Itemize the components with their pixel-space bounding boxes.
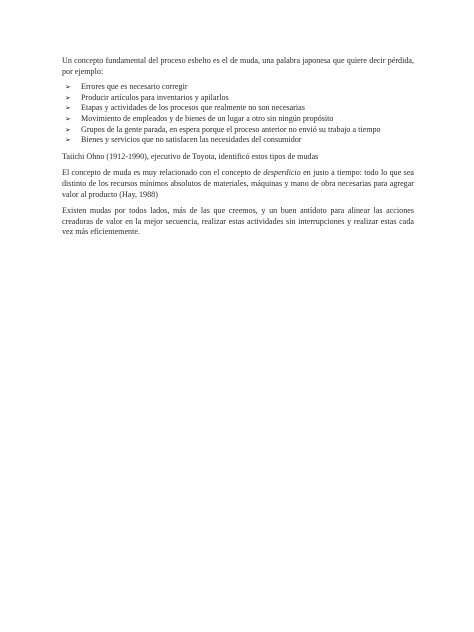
list-item-text: Grupos de la gente parada, en espera porque el proceso anterior no envió su trabajo a tiempo [81, 124, 381, 134]
list-item [62, 93, 414, 104]
arrowhead-bullet-icon: ➢ [65, 104, 71, 113]
list-item-text: Bienes y servicios que no satisfacen las necesidades del consumidor [81, 135, 302, 145]
list-item-text: Movimiento de empleados y de bienes de un lugar a otro sin ningún propósito [81, 113, 334, 123]
definition-emphasis: desperdicio [263, 168, 301, 178]
arrowhead-bullet-icon: ➢ [65, 125, 71, 134]
list-item [62, 82, 414, 93]
list-item [62, 114, 414, 125]
arrowhead-bullet-icon: ➢ [65, 136, 71, 145]
closing-paragraph: Existen mudas por todos lados, más de las que creemos, y un buen antídoto para alinear las acciones creadoras de valor en la mejor secuencia, realizar estas actividades sin interrupciones y realizar estas cada vez más eficientemente. [62, 206, 414, 237]
arrowhead-bullet-icon: ➢ [65, 114, 71, 123]
list-item [62, 135, 414, 146]
definition-text-end: en justo a tiempo: todo lo que sea distinto de los recursos mínimos absolutos de materiales, máquinas y mano de obra necesarias para agregar valor al producto (Hay, 1988) [62, 168, 415, 199]
arrowhead-bullet-icon: ➢ [65, 93, 71, 102]
list-item [62, 125, 414, 136]
list-item-text: Errores que es necesario corregir [81, 82, 188, 92]
document-page [62, 56, 414, 238]
intro-paragraph: Un concepto fundamental del proceso esbelto es el de muda, una palabra japonesa que quiere decir pérdida, por ejemplo: [62, 56, 414, 76]
list-item [62, 103, 414, 114]
list-item-text: Etapas y actividades de los procesos que realmente no son necesarias [81, 103, 305, 113]
definition-text-start: El concepto de muda es muy relacionado con el concepto de [62, 168, 264, 178]
ohno-paragraph: Taiichi Ohno (1912-1990), ejecutivo de Toyota, identificó estos tipos de mudas [62, 151, 319, 161]
definition-paragraph [62, 168, 414, 200]
muda-examples-list [62, 82, 414, 146]
arrowhead-bullet-icon: ➢ [65, 83, 71, 92]
list-item-text: Producir artículos para inventarios y apilarlos [81, 92, 229, 102]
